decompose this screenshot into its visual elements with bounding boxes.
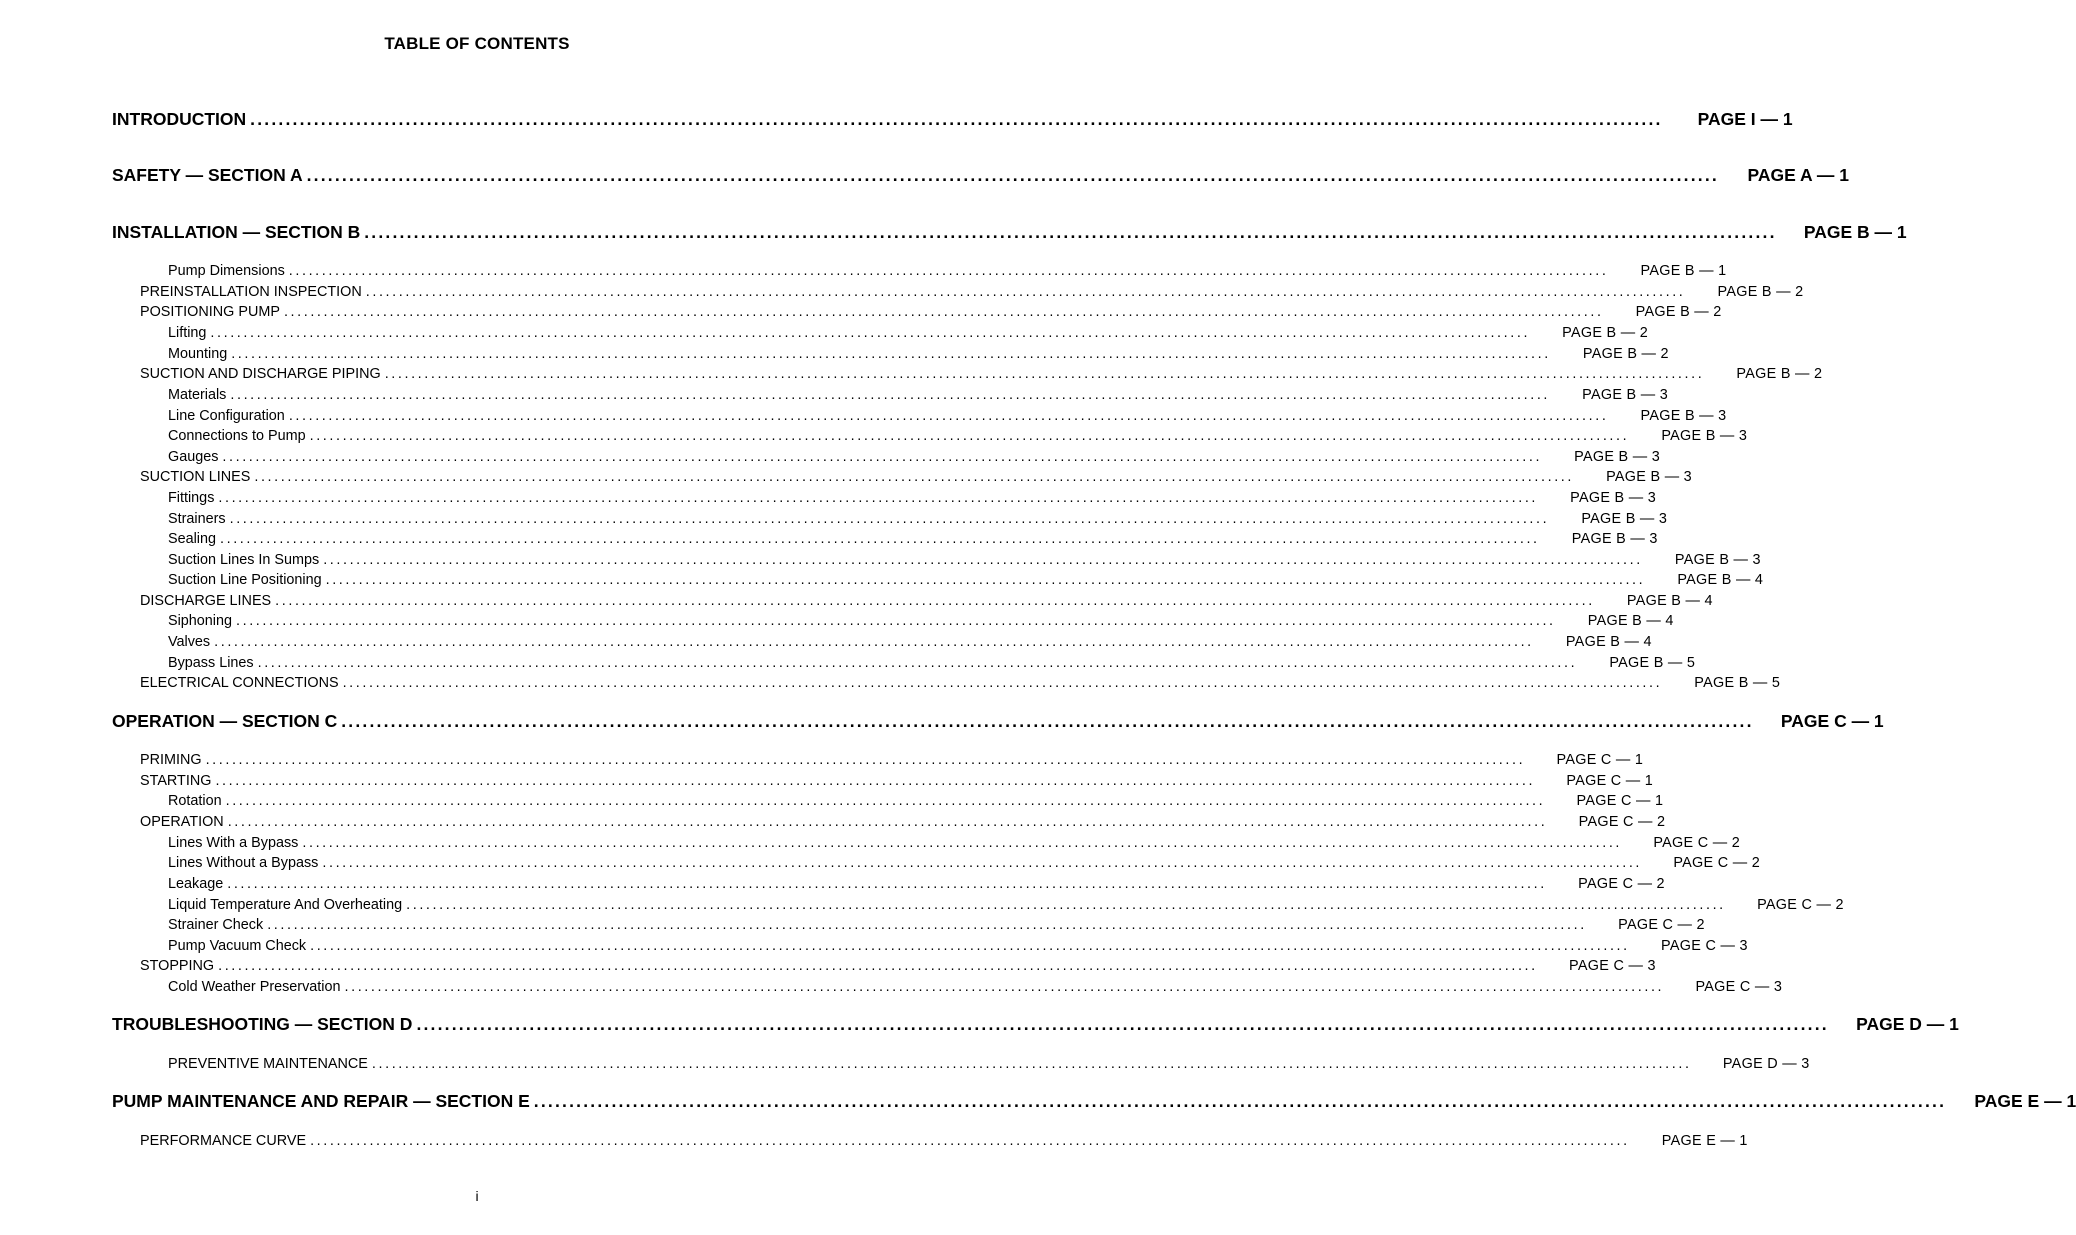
toc-entry-label: Pump Dimensions xyxy=(168,263,285,279)
toc-subentry[interactable] xyxy=(168,793,1664,809)
toc-entry-label: PREINSTALLATION INSPECTION xyxy=(140,284,362,300)
toc-entry-page: PAGE B — 2 xyxy=(1717,284,1804,300)
toc-entry-label: DISCHARGE LINES xyxy=(140,593,272,609)
toc-entry-label: PERFORMANCE CURVE xyxy=(140,1133,307,1149)
toc-subentry[interactable] xyxy=(168,876,1665,892)
dot-leader: ........................................................................................................................................................................................................ xyxy=(323,552,1643,568)
toc-subentry[interactable] xyxy=(168,572,1764,588)
toc-entry-label: PRIMING xyxy=(140,752,202,768)
dot-leader: ........................................................................................................................................................................................................ xyxy=(267,917,1587,933)
dot-leader: ........................................................................................................................................................................................................ xyxy=(205,752,1526,768)
dot-leader: ........................................................................................................................................................................................................ xyxy=(214,634,1534,650)
toc-entry-page: PAGE C — 2 xyxy=(1578,876,1665,892)
toc-section-entry[interactable] xyxy=(112,1014,1959,1035)
dot-leader: ........................................................................................................................................................................................................ xyxy=(229,511,1550,527)
toc-entry-page: PAGE B — 1 xyxy=(1640,263,1727,279)
toc-entry-label: INSTALLATION — SECTION B xyxy=(112,222,361,242)
toc-entry-label: Fittings xyxy=(168,490,215,506)
toc-subentry[interactable] xyxy=(140,675,1781,691)
toc-entry-label: POSITIONING PUMP xyxy=(140,304,280,320)
dot-leader: ........................................................................................................................................................................................................ xyxy=(342,675,1663,691)
toc-entry-page: PAGE C — 2 xyxy=(1618,917,1705,933)
toc-section-entry[interactable] xyxy=(112,109,1793,130)
toc-entry-page: PAGE C — 2 xyxy=(1757,897,1844,913)
toc-entry-page: PAGE C — 1 xyxy=(1780,711,1884,731)
toc-entry-label: Leakage xyxy=(168,876,224,892)
toc-subentry[interactable] xyxy=(168,531,1658,547)
dot-leader: ........................................................................................................................................................................................................ xyxy=(310,1133,1630,1149)
toc-entry-label: OPERATION — SECTION C xyxy=(112,711,338,731)
toc-section-entry[interactable] xyxy=(112,1091,2076,1112)
toc-entry-page: PAGE E — 1 xyxy=(1661,1133,1748,1149)
toc-subentry[interactable] xyxy=(168,449,1661,465)
toc-entry-label: Strainers xyxy=(168,511,226,527)
toc-entry-label: Line Configuration xyxy=(168,408,285,424)
toc-entry-page: PAGE B — 3 xyxy=(1661,428,1748,444)
toc-entry-page: PAGE B — 2 xyxy=(1635,304,1722,320)
dot-leader: ........................................................................................................................................................................................................ xyxy=(322,855,1643,871)
dot-leader: ........................................................................................................................................................................................................ xyxy=(210,325,1531,341)
toc-subentry[interactable] xyxy=(168,613,1674,629)
dot-leader: ........................................................................................................................................................................................................ xyxy=(288,408,1609,424)
toc-entry-page: PAGE C — 1 xyxy=(1576,793,1664,809)
toc-entry-label: Cold Weather Preservation xyxy=(168,979,341,995)
toc-entry-label: OPERATION xyxy=(140,814,224,830)
dot-leader: ........................................................................................................................................................................................................ xyxy=(416,1014,1829,1034)
toc-subentry[interactable] xyxy=(168,855,1761,871)
toc-entry-label: STOPPING xyxy=(140,958,215,974)
dot-leader: ........................................................................................................................................................................................................ xyxy=(257,655,1578,671)
toc-entry-label: Suction Line Positioning xyxy=(168,572,322,588)
dot-leader: ........................................................................................................................................................................................................ xyxy=(310,938,1630,954)
toc-subentry[interactable] xyxy=(168,511,1668,527)
toc-entry-page: PAGE B — 3 xyxy=(1581,511,1668,527)
toc-subentry[interactable] xyxy=(140,284,1804,300)
dot-leader: ........................................................................................................................................................................................................ xyxy=(218,490,1539,506)
dot-leader: ........................................................................................................................................................................................................ xyxy=(222,449,1543,465)
toc-subentry[interactable] xyxy=(140,1133,1748,1149)
dot-leader: ........................................................................................................................................................................................................ xyxy=(533,1091,1947,1111)
toc-entry-label: SAFETY — SECTION A xyxy=(112,165,303,185)
dot-leader: ........................................................................................................................................................................................................ xyxy=(225,793,1546,809)
dot-leader: ........................................................................................................................................................................................................ xyxy=(220,531,1540,547)
page-number: i xyxy=(475,1188,479,1204)
dot-leader: ........................................................................................................................................................................................................ xyxy=(236,613,1556,629)
toc-subentry[interactable] xyxy=(168,634,1652,650)
toc-entry-page: PAGE B — 4 xyxy=(1565,634,1652,650)
toc-entry-page: PAGE B — 3 xyxy=(1571,531,1658,547)
toc-entry-page: PAGE E — 1 xyxy=(1974,1091,2076,1111)
toc-entry-label: SUCTION AND DISCHARGE PIPING xyxy=(140,366,381,382)
dot-leader: ........................................................................................................................................................................................................ xyxy=(341,711,1754,731)
toc-entry-label: Mounting xyxy=(168,346,228,362)
toc-entry-page: PAGE C — 3 xyxy=(1569,958,1656,974)
toc-subentry[interactable] xyxy=(168,655,1696,671)
toc-entry-page: PAGE B — 3 xyxy=(1606,469,1692,485)
toc-subentry[interactable] xyxy=(168,979,1783,995)
dot-leader: ........................................................................................................................................................................................................ xyxy=(231,346,1551,362)
toc-entry-page: PAGE B — 5 xyxy=(1609,655,1696,671)
toc-subentry[interactable] xyxy=(168,346,1669,362)
toc-entry-page: PAGE B — 3 xyxy=(1570,490,1657,506)
dot-leader: ........................................................................................................................................................................................................ xyxy=(218,958,1538,974)
toc-entry-page: PAGE A — 1 xyxy=(1747,165,1849,185)
dot-leader: ........................................................................................................................................................................................................ xyxy=(230,387,1551,403)
toc-subentry[interactable] xyxy=(168,917,1705,933)
toc-entry-label: SUCTION LINES xyxy=(140,469,251,485)
toc-entry-label: INTRODUCTION xyxy=(112,109,247,129)
toc-subentry[interactable] xyxy=(168,408,1727,424)
dot-leader: ........................................................................................................................................................................................................ xyxy=(384,366,1705,382)
toc-subentry[interactable] xyxy=(168,325,1649,341)
dot-leader: ........................................................................................................................................................................................................ xyxy=(288,263,1609,279)
dot-leader: ........................................................................................................................................................................................................ xyxy=(227,814,1548,830)
toc-entry-label: Lines With a Bypass xyxy=(168,835,299,851)
dot-leader: ........................................................................................................................................................................................................ xyxy=(227,876,1547,892)
toc-entry-page: PAGE B — 4 xyxy=(1587,613,1674,629)
toc-entry-page: PAGE B — 1 xyxy=(1803,222,1907,242)
toc-section-entry[interactable] xyxy=(112,222,1907,243)
toc-entry-label: ELECTRICAL CONNECTIONS xyxy=(140,675,339,691)
toc-section-entry[interactable] xyxy=(112,165,1849,186)
toc-entry-label: Rotation xyxy=(168,793,222,809)
toc-entry-label: Sealing xyxy=(168,531,217,547)
toc-entry-label: Lines Without a Bypass xyxy=(168,855,319,871)
toc-entry-page: PAGE B — 3 xyxy=(1574,449,1661,465)
dot-leader: ........................................................................................................................................................................................................ xyxy=(283,304,1604,320)
toc-entry-label: Strainer Check xyxy=(168,917,264,933)
toc-entry-label: Lifting xyxy=(168,325,207,341)
toc-entry-label: Suction Lines In Sumps xyxy=(168,552,320,568)
toc-subentry[interactable] xyxy=(140,469,1692,485)
toc-entry-page: PAGE B — 3 xyxy=(1674,552,1761,568)
toc-entry-page: PAGE I — 1 xyxy=(1697,109,1793,129)
toc-entry-label: STARTING xyxy=(140,773,212,789)
toc-subentry[interactable] xyxy=(140,958,1656,974)
dot-leader: ........................................................................................................................................................................................................ xyxy=(309,428,1630,444)
toc-entry-page: PAGE B — 5 xyxy=(1694,675,1781,691)
toc-entry-page: PAGE B — 3 xyxy=(1582,387,1669,403)
toc-entry-label: Gauges xyxy=(168,449,219,465)
dot-leader: ........................................................................................................................................................................................................ xyxy=(302,835,1623,851)
toc-entry-page: PAGE C — 1 xyxy=(1566,773,1654,789)
dot-leader: ........................................................................................................................................................................................................ xyxy=(406,897,1726,913)
toc-subentry[interactable] xyxy=(168,1056,1810,1072)
toc-entry-page: PAGE B — 2 xyxy=(1736,366,1823,382)
dot-leader: ........................................................................................................................................................................................................ xyxy=(306,165,1719,185)
toc-subentry[interactable] xyxy=(168,490,1657,506)
toc-entry-page: PAGE B — 2 xyxy=(1562,325,1649,341)
toc-entry-page: PAGE B — 2 xyxy=(1582,346,1669,362)
toc-subentry[interactable] xyxy=(168,897,1844,913)
toc-entry-label: PREVENTIVE MAINTENANCE xyxy=(168,1056,368,1072)
toc-subentry[interactable] xyxy=(140,593,1713,609)
toc-subentry[interactable] xyxy=(168,387,1669,403)
toc-subentry[interactable] xyxy=(140,752,1644,768)
toc-section-entry[interactable] xyxy=(112,711,1884,732)
toc-subentry[interactable] xyxy=(168,428,1748,444)
toc-entry-page: PAGE C — 3 xyxy=(1661,938,1748,954)
dot-leader: ........................................................................................................................................................................................................ xyxy=(215,773,1536,789)
toc-entry-label: Liquid Temperature And Overheating xyxy=(168,897,403,913)
toc-subentry[interactable] xyxy=(140,814,1666,830)
dot-leader: ........................................................................................................................................................................................................ xyxy=(364,222,1777,242)
toc-entry-page: PAGE D — 3 xyxy=(1722,1056,1810,1072)
dot-leader: ........................................................................................................................................................................................................ xyxy=(325,572,1646,588)
toc-subentry[interactable] xyxy=(140,366,1823,382)
toc-entry-page: PAGE C — 2 xyxy=(1673,855,1761,871)
dot-leader: ........................................................................................................................................................................................................ xyxy=(371,1056,1692,1072)
toc-entry-page: PAGE D — 1 xyxy=(1856,1014,1959,1034)
dot-leader: ........................................................................................................................................................................................................ xyxy=(254,469,1574,485)
toc-entry-label: PUMP MAINTENANCE AND REPAIR — SECTION E xyxy=(112,1091,530,1111)
toc-subentry[interactable] xyxy=(168,552,1761,568)
dot-leader: ........................................................................................................................................................................................................ xyxy=(344,979,1665,995)
toc-subentry[interactable] xyxy=(140,304,1722,320)
toc-entry-page: PAGE C — 1 xyxy=(1556,752,1644,768)
dot-leader: ........................................................................................................................................................................................................ xyxy=(250,109,1663,129)
toc-entry-label: Materials xyxy=(168,387,227,403)
toc-entry-label: Connections to Pump xyxy=(168,428,306,444)
toc-entry-label: Pump Vacuum Check xyxy=(168,938,307,954)
toc-entry-page: PAGE B — 4 xyxy=(1677,572,1764,588)
dot-leader: ........................................................................................................................................................................................................ xyxy=(365,284,1686,300)
toc-subentry[interactable] xyxy=(168,938,1748,954)
toc-entry-page: PAGE C — 2 xyxy=(1578,814,1666,830)
toc-entry-label: TROUBLESHOOTING — SECTION D xyxy=(112,1014,413,1034)
toc-entry-page: PAGE C — 3 xyxy=(1695,979,1783,995)
toc-subentry[interactable] xyxy=(168,835,1741,851)
toc-entry-page: PAGE B — 3 xyxy=(1640,408,1727,424)
toc-entry-page: PAGE B — 4 xyxy=(1626,593,1713,609)
toc-subentry[interactable] xyxy=(168,263,1727,279)
toc-entry-label: Valves xyxy=(168,634,211,650)
toc-subentry[interactable] xyxy=(140,773,1654,789)
toc-entry-page: PAGE C — 2 xyxy=(1653,835,1741,851)
toc-entry-label: Bypass Lines xyxy=(168,655,254,671)
page-title: TABLE OF CONTENTS xyxy=(384,34,570,53)
toc-entry-label: Siphoning xyxy=(168,613,233,629)
dot-leader: ........................................................................................................................................................................................................ xyxy=(275,593,1595,609)
